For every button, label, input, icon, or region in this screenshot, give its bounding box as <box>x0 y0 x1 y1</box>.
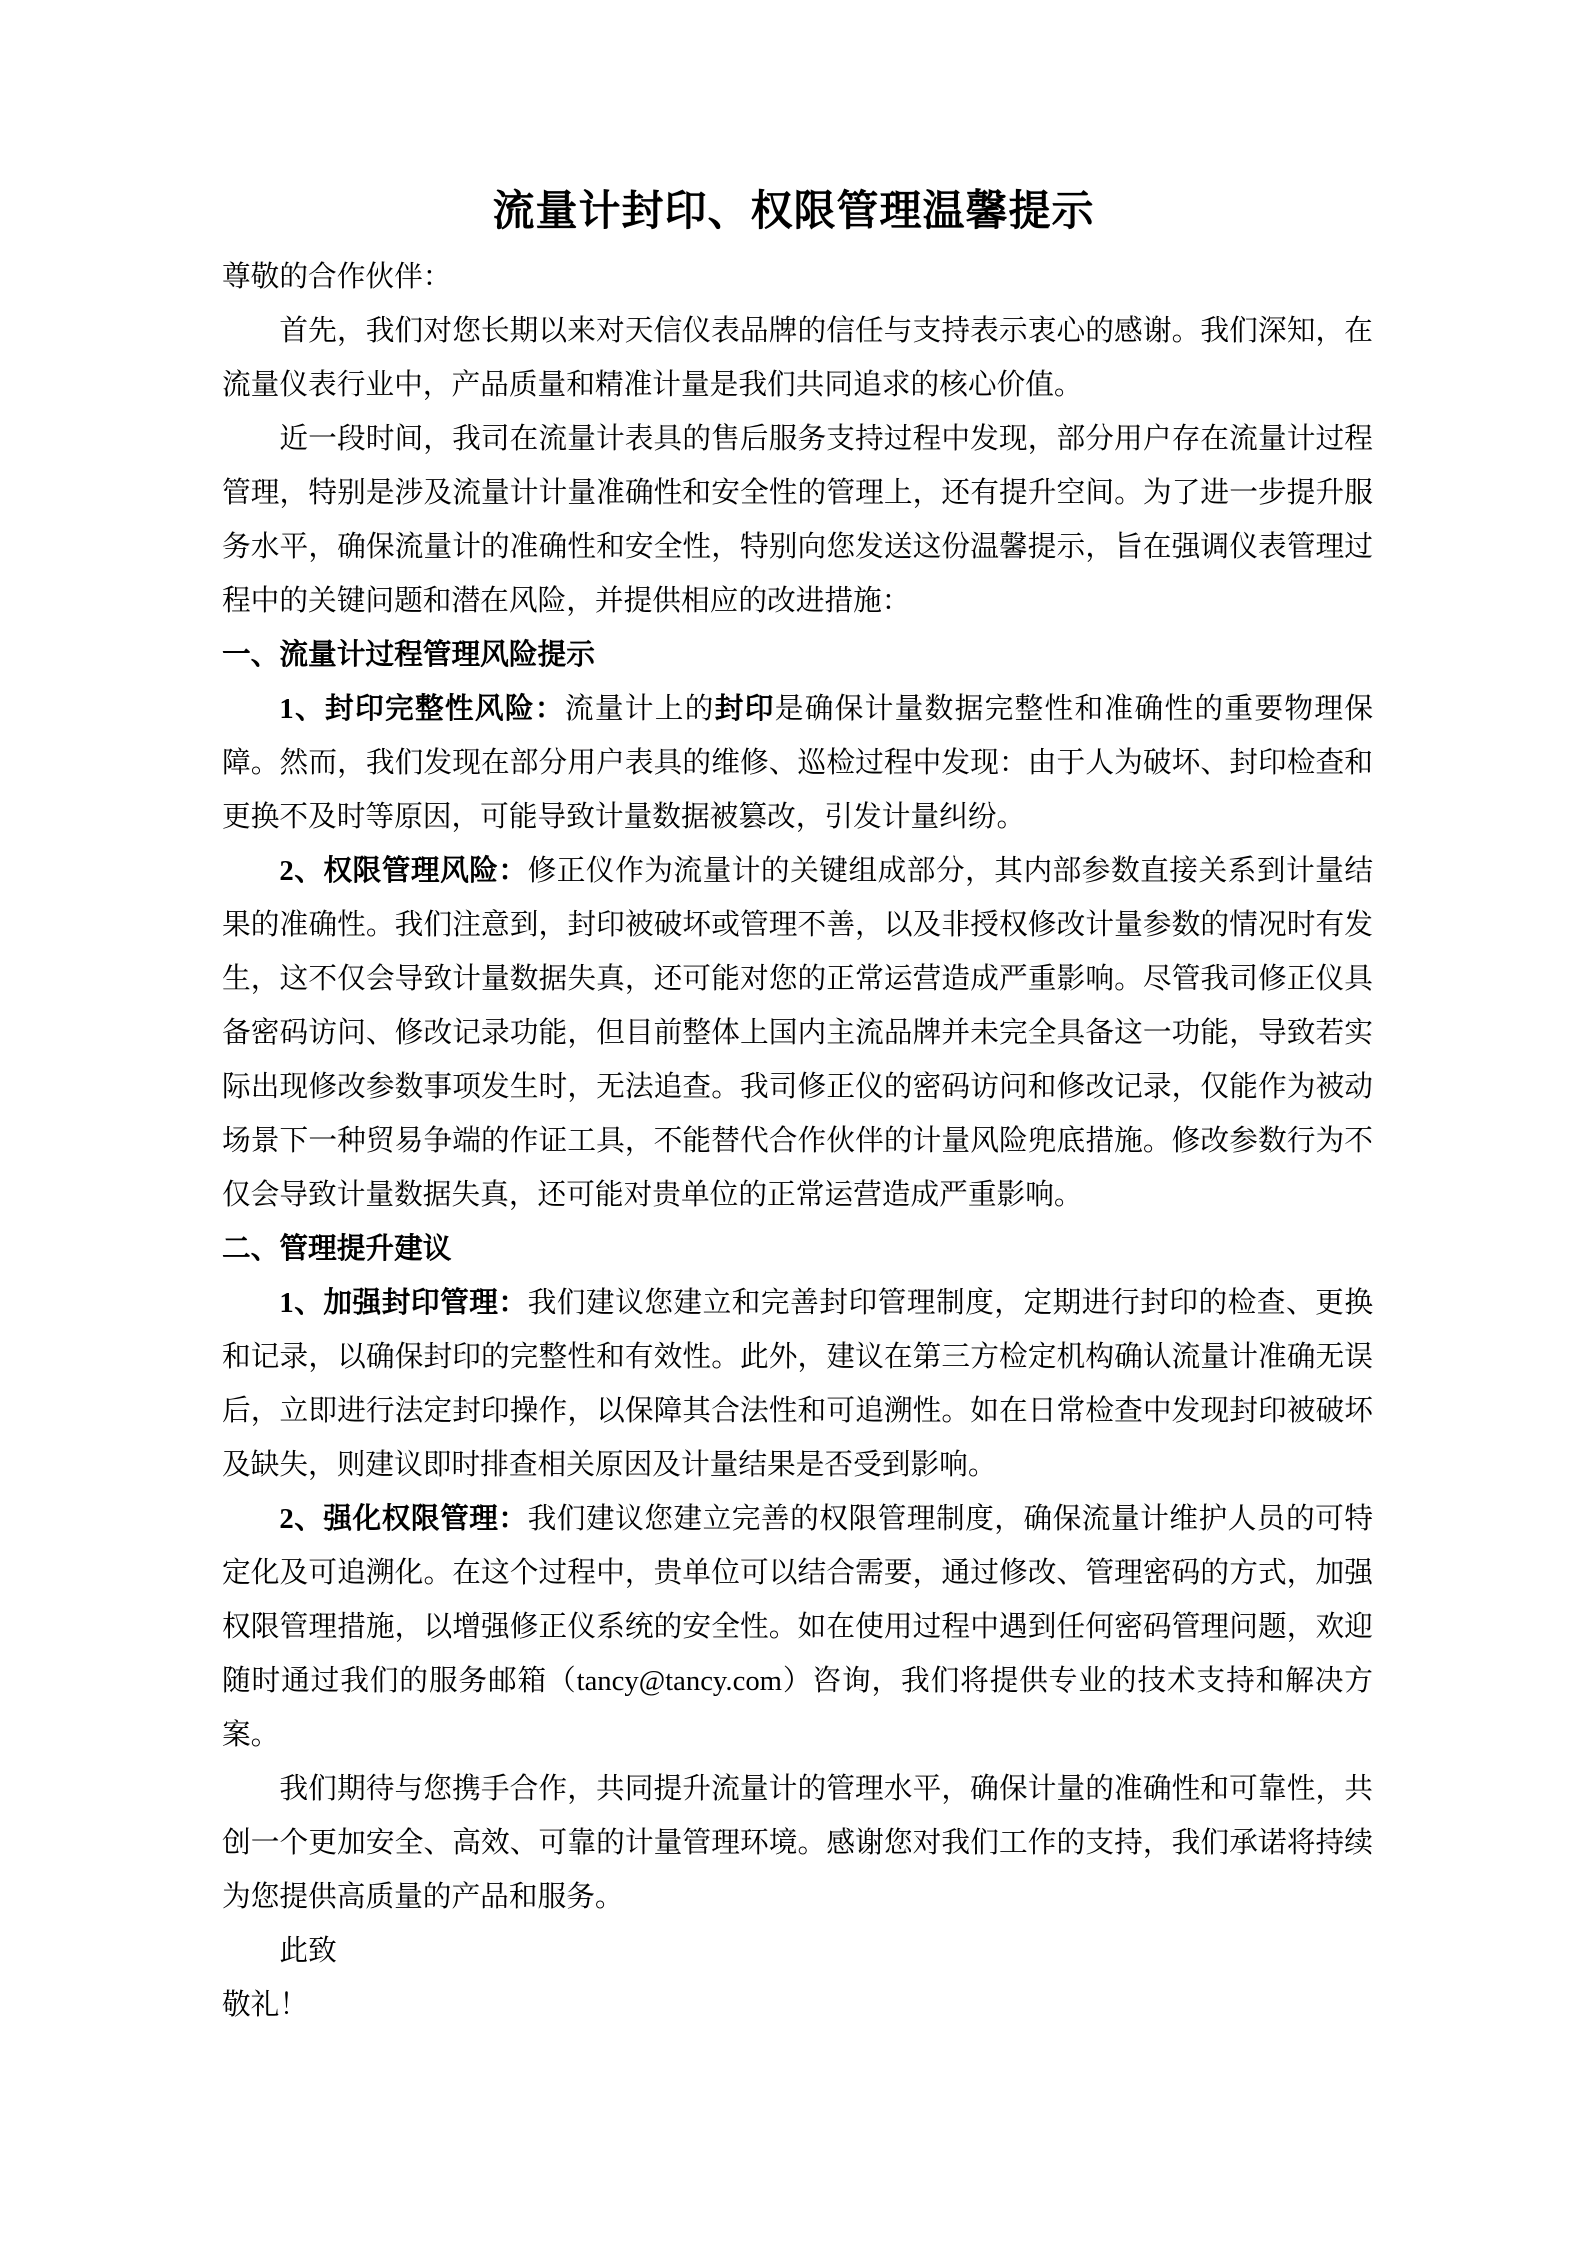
text-run: 是确保计量数据完整性和准确性的重要物理保障。然而，我们发现在部分用户表具的维修、巡检过程中发现：由于人为破坏、封印检查和更换不及时等原因，可能导致计量数据被篡改，引发计量纠纷。 <box>222 693 1374 833</box>
paragraph <box>222 1762 1373 1924</box>
bold-text-run: 2、强化权限管理： <box>279 1503 528 1535</box>
paragraph <box>222 1492 1373 1762</box>
text-run: 我们建议您建立和完善封印管理制度，定期进行封印的检查、更换和记录，以确保封印的完整性和有效性。此外，建议在第三方检定机构确认流量计准确无误后，立即进行法定封印操作，以保障其合法性和可追溯性。如在日常检查中发现封印被破坏及缺失，则建议即时排查相关原因及计量结果是否受到影响。 <box>222 1287 1374 1481</box>
closing-line <box>222 1978 1373 2032</box>
text-run: 近一段时间，我司在流量计表具的售后服务支持过程中发现，部分用户存在流量计过程管理，特别是涉及流量计计量准确性和安全性的管理上，还有提升空间。为了进一步提升服务水平，确保流量计的准确性和安全性，特别向您发送这份温馨提示，旨在强调仪表管理过程中的关键问题和潜在风险，并提供相应的改进措施： <box>222 423 1373 617</box>
text-run: 敬礼！ <box>222 1989 309 2021</box>
text-run: 此致 <box>279 1935 337 1967</box>
text-run: 我们期待与您携手合作，共同提升流量计的管理水平，确保计量的准确性和可靠性，共创一个更加安全、高效、可靠的计量管理环境。感谢您对我们工作的支持，我们承诺将持续为您提供高质量的产品和服务。 <box>222 1773 1373 1913</box>
paragraph <box>222 412 1373 628</box>
bold-text-run: 2、权限管理风险： <box>279 855 528 887</box>
section-heading <box>222 1222 1373 1276</box>
bold-text-run: 1、加强封印管理： <box>279 1287 528 1319</box>
text-run: 二、管理提升建议 <box>222 1233 452 1265</box>
bold-text-run: 1、封印完整性风险： <box>279 693 565 725</box>
text-run: 首先，我们对您长期以来对天信仪表品牌的信任与支持表示衷心的感谢。我们深知，在流量仪表行业中，产品质量和精准计量是我们共同追求的核心价值。 <box>222 315 1373 401</box>
paragraph <box>222 682 1373 844</box>
salutation-line <box>222 250 1373 304</box>
paragraph <box>222 1276 1373 1492</box>
document-body <box>222 250 1373 2032</box>
text-run: 修正仪作为流量计的关键组成部分，其内部参数直接关系到计量结果的准确性。我们注意到，封印被破坏或管理不善，以及非授权修改计量参数的情况时有发生，这不仅会导致计量数据失真，还可能对您的正常运营造成严重影响。尽管我司修正仪具备密码访问、修改记录功能，但目前整体上国内主流品牌并未完全具备这一功能，导致若实际出现修改参数事项发生时，无法追查。我司修正仪的密码访问和修改记录，仅能作为被动场景下一种贸易争端的作证工具，不能替代合作伙伴的计量风险兜底措施。修改参数行为不仅会导致计量数据失真，还可能对贵单位的正常运营造成严重影响。 <box>222 855 1374 1211</box>
section-heading <box>222 628 1373 682</box>
text-run: 我们建议您建立完善的权限管理制度，确保流量计维护人员的可特定化及可追溯化。在这个过程中，贵单位可以结合需要，通过修改、管理密码的方式，加强权限管理措施，以增强修正仪系统的安全性。如在使用过程中遇到任何密码管理问题，欢迎随时通过我们的服务邮箱（tancy@tancy.com）咨询，我们将提供专业的技术支持和解决方案。 <box>222 1503 1374 1751</box>
paragraph <box>222 844 1373 1222</box>
text-run: 流量计上的 <box>564 693 715 725</box>
paragraph <box>222 304 1373 412</box>
text-run: 一、流量计过程管理风险提示 <box>222 639 595 671</box>
text-run: 尊敬的合作伙伴： <box>222 261 452 293</box>
bold-text-run: 封印 <box>714 693 775 725</box>
closing-line <box>222 1924 1373 1978</box>
document-title: 流量计封印、权限管理温馨提示 <box>492 187 1095 234</box>
